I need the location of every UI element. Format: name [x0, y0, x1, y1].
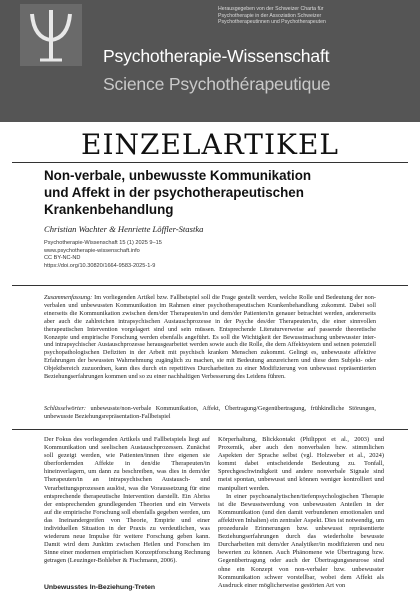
- keywords-label: Schlüsselwörter:: [44, 405, 87, 412]
- body-paragraph: Körperhaltung, Blickkontakt (Philippot et al., 2003) und Proxemik, aber auch den nonverbalen bzw. stimmlichen Aspekten der Sprache selbst (vgl. Holzweber et al., 2024) kommt dabei entscheidende Bedeutung zu. Tonfall, Sprechgeschwindigkeit und andere nonverbale Signale sind meist spontan, unbewusst und können weniger kontrolliert und manipuliert werden.: [218, 436, 384, 492]
- abstract: [44, 294, 376, 381]
- journal-title-fr: Science Psychothérapeutique: [103, 74, 331, 94]
- keywords-text: unbewusste/non-verbale Kommunikation, Affekt, Übertragung/Gegenübertragung, frühkindliche Störungen, unbewusste Beziehungsrepräsentation-Fallbeispiel: [44, 405, 376, 420]
- abstract-top-rule: [12, 285, 408, 286]
- abstract-bottom-rule: [12, 429, 408, 430]
- publisher-line: Herausgegeben von der Schweizer Charta für: [218, 6, 324, 12]
- publisher-line: Psychotherapeutinnen und Psychotherapeuten: [218, 19, 326, 26]
- author-line: Christian Wachter & Henriette Löffler-Stastka: [44, 224, 204, 234]
- title-line: Non-verbale, unbewusste Kommunikation: [44, 168, 312, 183]
- body-column-right: [218, 436, 384, 590]
- journal-url-link[interactable]: www.psychotherapie-wissenschaft.info: [44, 247, 140, 254]
- title-line: und Affekt in der psychotherapeutischen: [44, 185, 304, 200]
- license: CC BY-NC-ND: [44, 255, 81, 262]
- article-meta: [44, 240, 162, 270]
- publisher-note: [218, 6, 414, 26]
- section-label: EINZELARTIKEL: [81, 128, 339, 161]
- abstract-text: Im vorliegenden Artikel bzw. Fallbeispiel soll die Frage gestellt werden, welche Rolle und Bedeutung der non-verbalen und unbewussten Kommunikation im Rahmen einer psychotherapeutischen Krankenbehandlung zukommt. Dabei soll einerseits die Kommunikation zwischen dem/der Therapeuten/in und dem/der Patienten/in genauer betrachtet werden, andererseits aber auch die zahlreichen intrapsychischen Austauschprozesse in der Psyche des/der Therapeuten/in, die einer sinnvollen therapeutischen Intervention vorgelagert sind und sein müssen. Entsprechende Literaturverweise auf passende theoretische Konzepte und empirische Forschung werden ebenfalls angeführt. Es soll die Wichtigkeit der Bewusstmachung unbewusster inter- und intrapsychischer Austauschprozesse herausgearbeitet werden sowie auch die Rolle, die dem Affektsystem und seinen potenziell psychopathologischen Defiziten in der Arbeit mit psychisch kranken Menschen zukommt. Gelingt es, unbewusste affektive Erfahrungen der bewussten Wahrnehmung zugänglich zu machen, sie mit Bedeutung anzureichern und diese dem Subjekt- oder Objektbereich zuzuordnen, kann dies durch ein repetitives Durcharbeiten zu einer Modifizierung von unbewusst repräsentierten Beziehungserfahrungen kommen und so zu einer nachhaltigen Verbesserung des Leidens führen.: [44, 294, 376, 381]
- journal-banner: [0, 0, 420, 122]
- journal-logo-icon: [20, 4, 82, 66]
- publisher-line: Psychotherapie in der Assoziation Schweizer: [218, 12, 322, 19]
- title-line: Krankenbehandlung: [44, 202, 174, 217]
- section-rule: [12, 162, 408, 163]
- journal-title-de: Psychotherapie-Wissenschaft: [103, 46, 330, 66]
- abstract-label: Zusammenfassung:: [44, 294, 93, 301]
- keywords: [44, 405, 376, 421]
- body-column-left: [44, 436, 210, 566]
- body-paragraph: In einer psychoanalytischen/tiefenpsychologischen Therapie ist die Bewusstwerdung von unbewussten Anteilen in der Kommunikation (und den damit verbundenen emotionalen und affektiven Inhalten) ein zentraler Aspekt. Dies ist notwendig, um prozedurale Erinnerungen bzw. unbewusst repräsentierte Beziehungserfahrungen durch das wiederholte bewusste Durcharbeiten mit dem/der Analytiker/in modifizieren und neu bewerten zu können. Auch Phänomene wie Übertragung bzw. Gegenübertragung oder auch der Übertragungsneurose sind ohne ein Konzept von non-verbaler bzw. unbewusster Kommunikation schwer vorstellbar, wobei dem Affekt als Ausdruck einer möglicherweise gestörten Art von: [218, 492, 384, 589]
- article-title: [44, 167, 384, 218]
- citation: Psychotherapie-Wissenschaft 15 (1) 2025 9–15: [44, 240, 162, 246]
- section-heading: Unbewusstes In-Beziehung-Treten: [44, 584, 156, 591]
- doi-link[interactable]: https://doi.org/10.30820/1664-9583-2025-1-9: [44, 262, 156, 269]
- body-paragraph: Der Fokus des vorliegenden Artikels und Fallbeispiels liegt auf Kommunikation und seelischen Austauschprozessen. Zunächst soll gezeigt werden, wie Patienten/innen ihre eigenen sie überfordernden Affekte in den/die Therapeuten/in hineinverlagern, um dann zu beschreiben, was dies in dem/der Therapeuten/in an intrapsychischen Austausch- und Verarbeitungsprozessen auslöst, was die Voraussetzung für eine entsprechende therapeutische Intervention darstellt. Ein Abriss der entsprechenden grundlegenden Theorien und ein Verweis auf die empirische Forschung soll ebenfalls gegeben werden, um das Ineinandergreifen von Theorie, Empirie und einer individuellen Situation in der Praxis zu verdeutlichen, was wiederum neue Impulse für weitere Forschung geben kann. Damit wird dem Junktim zwischen Heilen und Forschen im Sinne einer modernen empirischen Konzeptforschung Rechnung getragen (Leuzinger-Bohleber & Fischmann, 2006).: [44, 436, 210, 565]
